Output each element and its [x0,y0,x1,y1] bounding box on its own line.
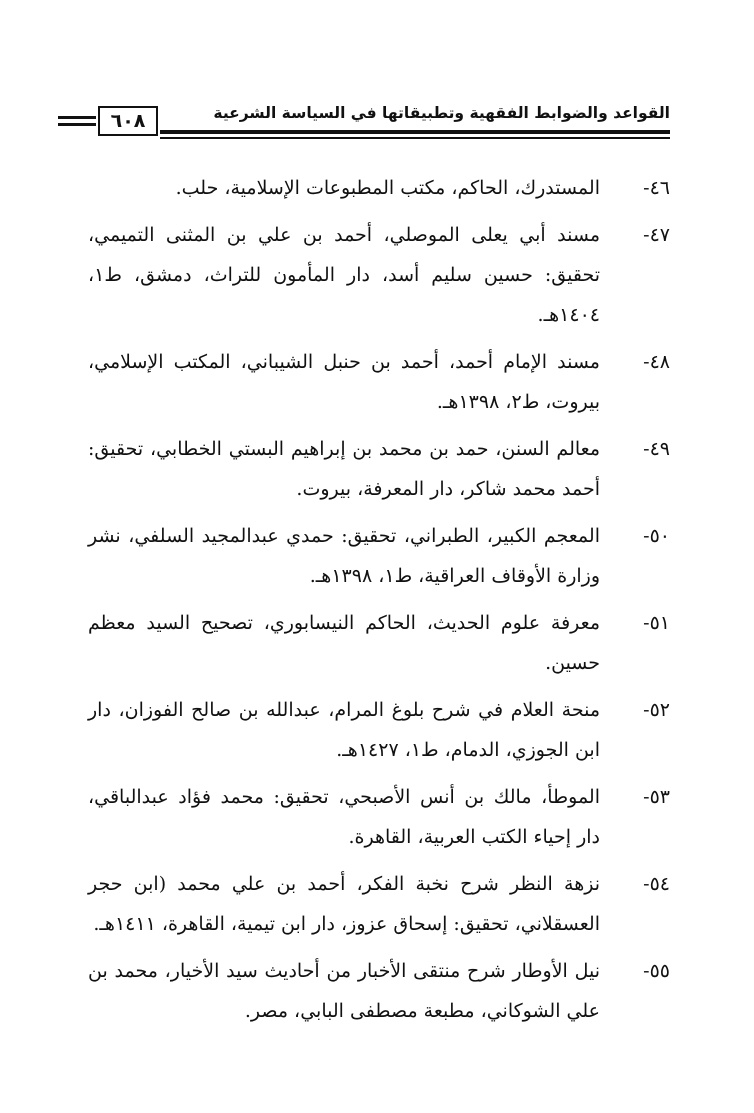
reference-text: الموطأ، مالك بن أنس الأصبحي، تحقيق: محمد فؤاد عبدالباقي، دار إحياء الكتب العربية، القاهرة. [88,786,600,848]
reference-list [88,168,670,1038]
reference-text: معرفة علوم الحديث، الحاكم النيسابوري، تصحيح السيد معظم حسين. [88,612,600,674]
page-number: ٦٠٨ [98,106,158,136]
header-rule-thin [160,137,670,139]
reference-number: ٥٣- [643,786,670,808]
running-title: القواعد والضوابط الفقهية وتطبيقاتها في السياسة الشرعية [213,104,670,122]
reference-item [88,864,670,944]
reference-text: مسند أبي يعلى الموصلي، أحمد بن علي بن المثنى التميمي، تحقيق: حسين سليم أسد، دار المأمون للتراث، دمشق، ط١، ١٤٠٤هـ. [88,224,600,326]
reference-item [88,342,670,422]
reference-item [88,603,670,683]
reference-number: ٥٥- [643,960,670,982]
reference-item [88,429,670,509]
reference-number: ٥٤- [643,873,670,895]
reference-text: نيل الأوطار شرح منتقى الأخبار من أحاديث سيد الأخيار، محمد بن علي الشوكاني، مطبعة مصطفى البابي، مصر. [88,960,600,1022]
reference-item [88,951,670,1031]
reference-item [88,690,670,770]
reference-text: نزهة النظر شرح نخبة الفكر، أحمد بن علي محمد (ابن حجر العسقلاني، تحقيق: إسحاق عزوز، دار ابن تيمية، القاهرة، ١٤١١هـ. [88,873,600,935]
reference-number: ٥٠- [643,525,670,547]
reference-number: ٤٩- [643,438,670,460]
reference-number: ٤٧- [643,224,670,246]
reference-text: مسند الإمام أحمد، أحمد بن حنبل الشيباني، المكتب الإسلامي، بيروت، ط٢، ١٣٩٨هـ. [88,351,600,413]
reference-number: ٥٢- [643,699,670,721]
reference-item [88,516,670,596]
page-header [88,106,670,150]
reference-number: ٤٨- [643,351,670,373]
reference-text: المستدرك، الحاكم، مكتب المطبوعات الإسلامية، حلب. [175,177,600,199]
reference-text: المعجم الكبير، الطبراني، تحقيق: حمدي عبدالمجيد السلفي، نشر وزارة الأوقاف العراقية، ط١، ١٣٩٨هـ. [88,525,600,587]
reference-number: ٥١- [643,612,670,634]
page-number-ornament [58,116,96,130]
header-rule [160,130,670,134]
reference-number: ٤٦- [643,177,670,199]
reference-text: معالم السنن، حمد بن محمد بن إبراهيم البستي الخطابي، تحقيق: أحمد محمد شاكر، دار المعرفة، بيروت. [88,438,600,500]
reference-text: منحة العلام في شرح بلوغ المرام، عبدالله بن صالح الفوزان، دار ابن الجوزي، الدمام، ط١، ١٤٢٧هـ. [88,699,600,761]
reference-item [88,168,670,208]
reference-item [88,777,670,857]
reference-item [88,215,670,335]
